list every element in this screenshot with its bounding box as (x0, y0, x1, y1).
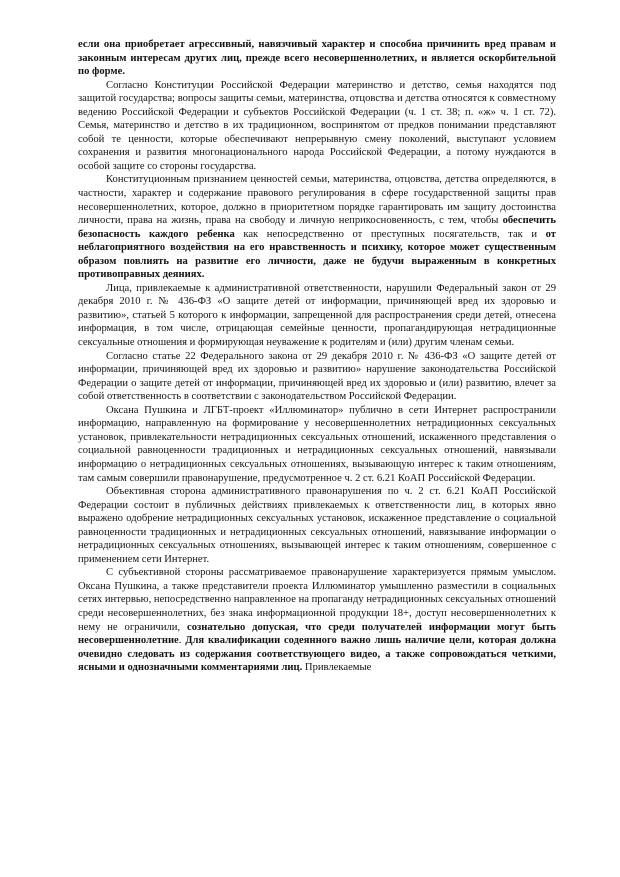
text-run: . (178, 635, 186, 647)
paragraph-3 (78, 173, 556, 281)
text-run: Конституционным признанием ценностей семьи, материнства, отцовства, детства определяются, в частности, характер и содержание правового регулирования в сфере государственной защиты прав несовершеннолетних, которое, должно в приоритетном порядке гарантировать им защиту достоинства личности, права на жизнь, права на свободу и личную неприкосновенность, с тем, чтобы (78, 174, 556, 227)
text-run: как непосредственно от преступных посягательств, так и (234, 228, 546, 240)
text-run: Лица, привлекаемые к административной ответственности, нарушили Федеральный закон от 29 декабря 2010 г. № 436-ФЗ «О защите детей от информации, причиняющей вред их здоровью и развитию», статьей 5 которого к информации, запрещенной для распространения среди детей, отнесена информация, в том числе, отрицающая семейные ценности, пропагандирующая нетрадиционные сексуальные отношения и формирующая неуважение к родителям и (или) другим членам семьи. (78, 282, 556, 349)
text-run: если она приобретает агрессивный, навязчивый характер и способна причинить вред правам и законным интересам других лиц, прежде всего несовершеннолетних, и является оскорбительной по форме. (78, 39, 556, 78)
text-run: Согласно Конституции Российской Федерации материнство и детство, семья находятся под защитой государства; вопросы защиты семьи, материнства, отцовства и детства относятся к совместному ведению Российской Федерации и субъектов Российской Федерации (ч. 1 ст. 38; п. «ж» ч. 1 ст. 72). Семья, материнство и детство в их традиционном, воспринятом от предков понимании представляют собой те ценности, которые обеспечивают непрерывную смену поколений, выступают условием сохранения и развития многонационального народа Российской Федерации, а потому нуждаются в особой защите со стороны государства. (78, 79, 556, 172)
text-run: от неблагоприятного воздействия на его нравственность и психику, которое может существенным образом повлиять на развитие его личности, даже не будучи выраженным в конкретных противоправных деяниях. (78, 228, 556, 281)
paragraph-4 (78, 282, 556, 350)
text-run: Оксана Пушкина и ЛГБТ-проект «Иллюминатор» публично в сети Интернет распространили информацию, направленную на формирование у несовершеннолетних нетрадиционных сексуальных установок, привлекательности нетрадиционных сексуальных отношений, искаженного представления о социальной равноценности традиционных и нетрадиционных сексуальных отношений, навязывали информацию о нетрадиционных сексуальных отношениях, вызывающую интерес к таким отношениям, там самым совершили правонарушение, предусмотренное ч. 2 ст. 6.21 КоАП Российской Федерации. (78, 404, 556, 484)
paragraph-8 (78, 566, 556, 674)
text-run: Согласно статье 22 Федерального закона от 29 декабря 2010 г. № 436-ФЗ «О защите детей от информации, причиняющей вред их здоровью и развитию» нарушение законодательства Российской Федерации о защите детей от информации, причиняющей вред их здоровью и (или) развитию, влечет за собой ответственность в соответствии с законодательством Российской Федерации. (78, 350, 556, 403)
paragraph-6 (78, 404, 556, 485)
paragraph-2 (78, 79, 556, 174)
text-run: Объективная сторона административного правонарушения по ч. 2 ст. 6.21 КоАП Российской Федерации состоит в публичных действиях привлекаемых к ответственности лиц, в которых явно выражено одобрение нетрадиционных сексуальных установок, искаженное представление о социальной равноценности традиционных и нетрадиционных сексуальных отношений, навязывание информации о нетрадиционных сексуальных отношениях, вызывающей интерес к таким отношениям, совершенное с применением сети Интернет. (78, 486, 556, 565)
text-run: С субъективной стороны рассматриваемое правонарушение характеризуется прямым умыслом. Оксана Пушкина, а также представители проекта Иллюминатор умышленно разместили в социальных сетях интервью, непосредственно направленное на пропаганду нетрадиционных сексуальных отношений среди несовершеннолетних, без знака информационной продукции 18+, доступ несовершеннолетних к нему не ограничили, (78, 567, 556, 633)
text-run: обеспечить безопасность каждого ребенка (78, 215, 556, 240)
text-run: сознательно допуская, что среди получателей информации могут быть несовершеннолетние (78, 621, 556, 647)
paragraph-1 (78, 38, 556, 79)
text-run: Привлекаемые (302, 662, 372, 674)
paragraph-5 (78, 350, 556, 404)
text-run: Для квалификации содеянного важно лишь наличие цели, которая должна очевидно следовать из содержания соответствующего видео, а также сопровождаться четкими, ясными и однозначными комментариями лиц. (78, 635, 556, 674)
document-page (78, 38, 556, 675)
paragraph-7 (78, 485, 556, 566)
